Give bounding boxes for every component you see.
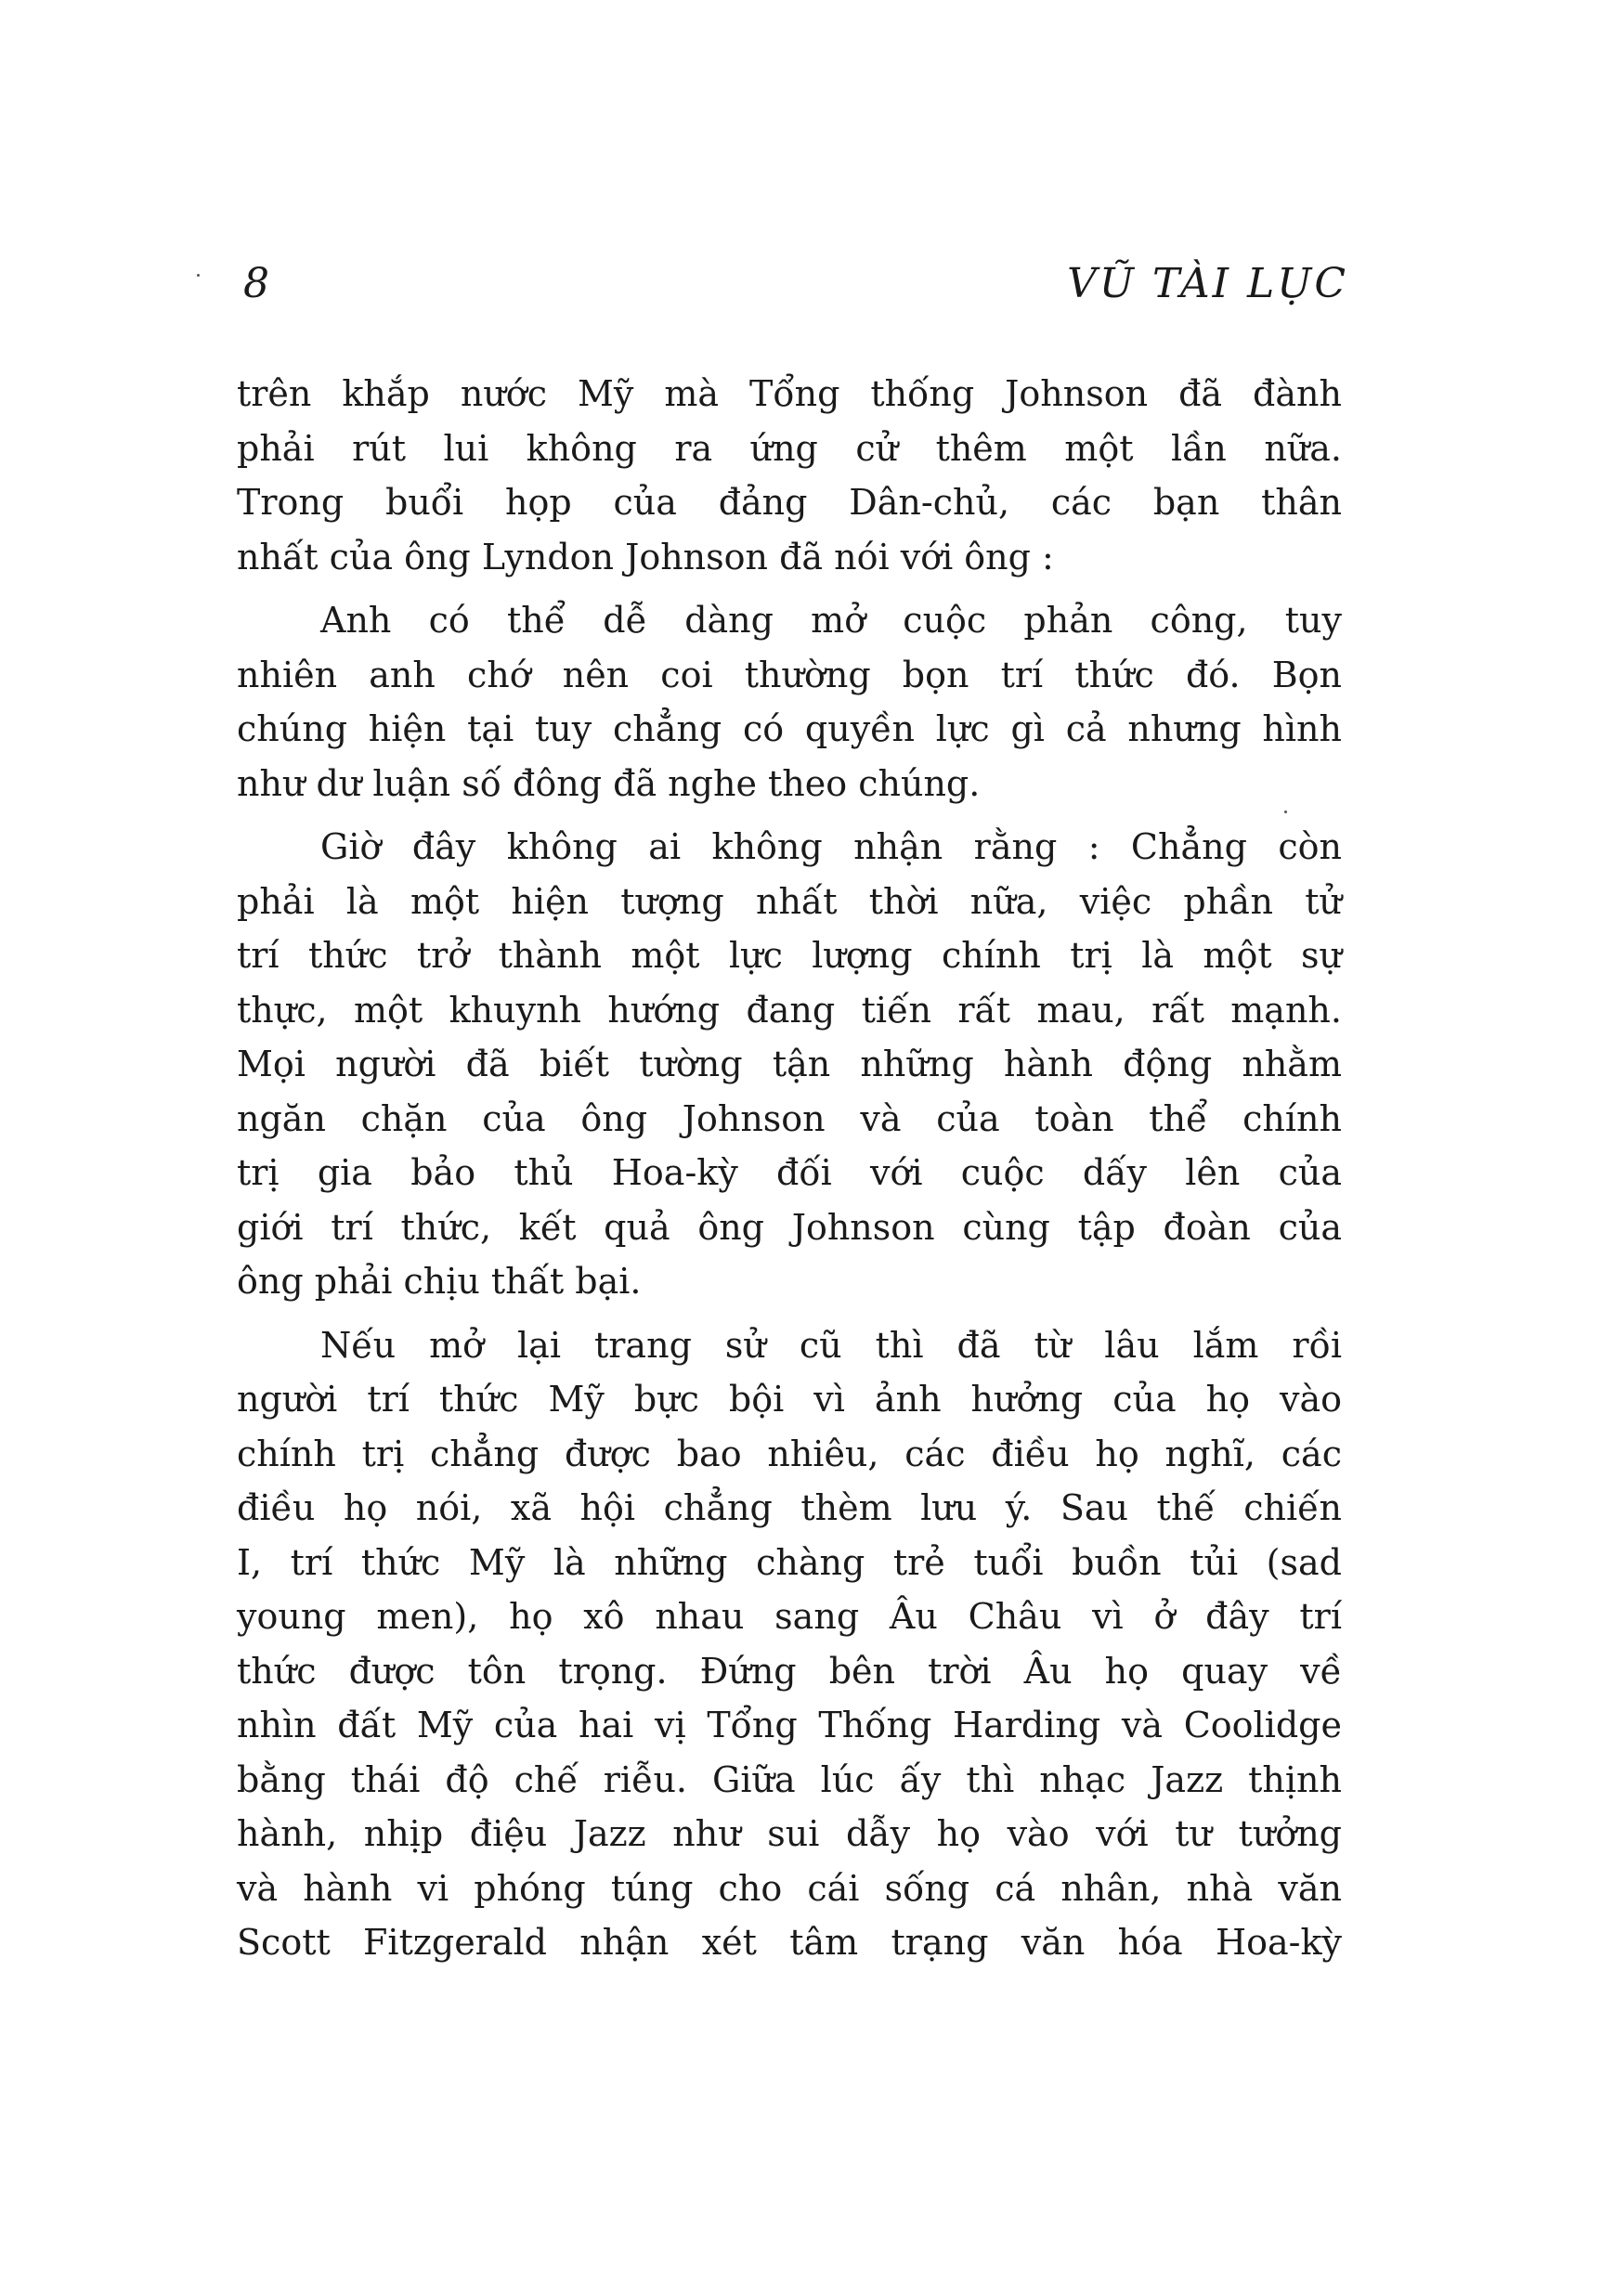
text-line: thực, một khuynh hướng đang tiến rất mau, rất mạnh. xyxy=(237,989,1342,1031)
text-line: nhìn đất Mỹ của hai vị Tổng Thống Harding và Coolidge xyxy=(237,1705,1342,1745)
text-line: I, trí thức Mỹ là những chàng trẻ tuổi buồn tủi (sad xyxy=(237,1541,1342,1583)
print-speck xyxy=(1284,811,1287,813)
page-header xyxy=(0,251,1613,325)
text-line: Nếu mở lại trang sử cũ thì đã từ lâu lắm rồi xyxy=(320,1324,1342,1366)
text-line: thức được tôn trọng. Đứng bên trời Âu họ quay về xyxy=(237,1650,1342,1692)
text-line: Mọi người đã biết tường tận những hành động nhằm xyxy=(237,1044,1342,1084)
text-line: như dư luận số đông đã nghe theo chúng. xyxy=(237,762,981,804)
text-line: nhiên anh chớ nên coi thường bọn trí thức đó. Bọn xyxy=(237,654,1342,695)
text-line: nhất của ông Lyndon Johnson đã nói với ông : xyxy=(237,536,1054,577)
text-line: ngăn chặn của ông Johnson và của toàn thể chính xyxy=(237,1097,1342,1139)
text-line: người trí thức Mỹ bực bội vì ảnh hưởng của họ vào xyxy=(237,1379,1342,1420)
paragraph-3 xyxy=(237,820,1342,1309)
text-line: trị gia bảo thủ Hoa-kỳ đối với cuộc dấy lên của xyxy=(237,1152,1342,1193)
text-line: chính trị chẳng được bao nhiêu, các điều họ nghĩ, các xyxy=(237,1433,1342,1474)
text-line: chúng hiện tại tuy chẳng có quyền lực gì cả nhưng hình xyxy=(237,708,1342,749)
text-line: ông phải chịu thất bại. xyxy=(237,1261,642,1302)
text-line: hành, nhịp điệu Jazz như sui dẫy họ vào với tư tưởng xyxy=(237,1813,1342,1854)
paragraph-1 xyxy=(237,367,1342,584)
text-line: Giờ đây không ai không nhận rằng : Chẳng còn xyxy=(320,826,1342,867)
text-line: và hành vi phóng túng cho cái sống cá nhân, nhà văn xyxy=(237,1867,1342,1909)
print-speck xyxy=(197,274,200,277)
text-line: Anh có thể dễ dàng mở cuộc phản công, tuy xyxy=(320,600,1342,641)
text-line: bằng thái độ chế riễu. Giữa lúc ấy thì nhạc Jazz thịnh xyxy=(237,1758,1342,1800)
text-line: young men), họ xô nhau sang Âu Châu vì ở đây trí xyxy=(237,1596,1342,1637)
body-text xyxy=(237,367,1342,1970)
text-line: trên khắp nước Mỹ mà Tổng thống Johnson đã đành xyxy=(237,373,1342,414)
text-line: Trong buổi họp của đảng Dân-chủ, các bạn thân xyxy=(237,482,1342,523)
text-line: trí thức trở thành một lực lượng chính trị là một sự xyxy=(237,935,1342,976)
text-line: giới trí thức, kết quả ông Johnson cùng tập đoàn của xyxy=(237,1206,1342,1248)
text-line: phải là một hiện tượng nhất thời nữa, việc phần tử xyxy=(237,880,1342,922)
text-line: điều họ nói, xã hội chẳng thèm lưu ý. Sau thế chiến xyxy=(237,1487,1342,1528)
page-number: 8 xyxy=(243,260,269,307)
text-line: phải rút lui không ra ứng cử thêm một lần nữa. xyxy=(237,427,1342,469)
paragraph-4 xyxy=(237,1318,1342,1970)
paragraph-2 xyxy=(237,593,1342,811)
text-line: Scott Fitzgerald nhận xét tâm trạng văn hóa Hoa-kỳ xyxy=(237,1922,1342,1963)
running-head: VŨ TÀI LỤC xyxy=(1067,260,1348,307)
